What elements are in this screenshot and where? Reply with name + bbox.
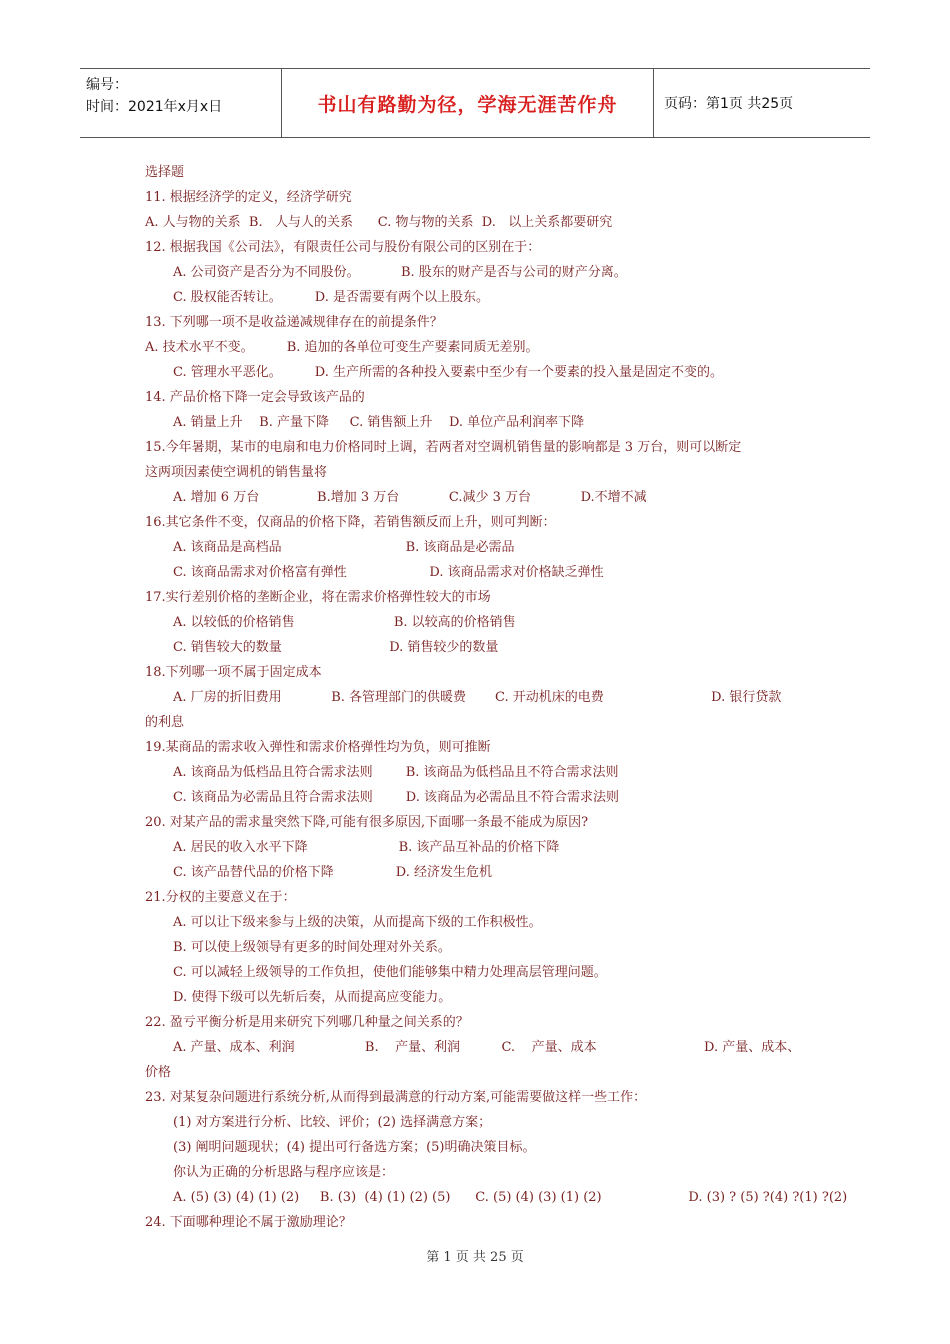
question-20: 20. 对某产品的需求量突然下降,可能有很多原因,下面哪一条最不能成为原因? — [145, 815, 589, 830]
options-22: A. 产量、成本、利润 B. 产量、利润 C. 产量、成本 D. 产量、成本、 — [173, 1040, 801, 1055]
option-21-c: C. 可以减轻上级领导的工作负担，使他们能够集中精力处理高层管理问题。 — [173, 965, 607, 980]
options-20-cd: C. 该产品替代品的价格下降 D. 经济发生危机 — [173, 865, 492, 880]
question-11: 11. 根据经济学的定义，经济学研究 — [145, 190, 352, 205]
options-18-cont: 的利息 — [145, 715, 185, 730]
header-page-info: 页码：第1页 共25页 — [664, 96, 794, 112]
question-12: 12. 根据我国《公司法》，有限责任公司与股份有限公司的区别在于： — [145, 240, 541, 255]
options-13-cd: C. 管理水平恶化。 D. 生产所需的各种投入要素中至少有一个要素的投入量是固定不变的。 — [173, 365, 724, 380]
question-19: 19.某商品的需求收入弹性和需求价格弹性均为负，则可推断 — [145, 740, 491, 755]
page-header — [80, 68, 870, 138]
options-13-ab: A. 技术水平不变。 B. 追加的各单位可变生产要素同质无差别。 — [145, 340, 539, 355]
number-label: 编号： — [86, 77, 128, 93]
question-21: 21.分权的主要意义在于： — [145, 890, 296, 905]
options-14: A. 销量上升 B. 产量下降 C. 销售额上升 D. 单位产品利润率下降 — [173, 415, 585, 430]
options-16-cd: C. 该商品需求对价格富有弹性 D. 该商品需求对价格缺乏弹性 — [173, 565, 604, 580]
question-17: 17.实行差别价格的垄断企业，将在需求价格弹性较大的市场 — [145, 590, 491, 605]
options-18: A. 厂房的折旧费用 B. 各管理部门的供暖费 C. 开动机床的电费 D. 银行贷款 — [173, 690, 782, 705]
question-15-cont: 这两项因素使空调机的销售量将 — [145, 465, 328, 480]
page-footer: 第 1 页 共 25 页 — [426, 1250, 524, 1265]
option-21-d: D. 使得下级可以先斩后奏，从而提高应变能力。 — [173, 990, 452, 1005]
question-24: 24. 下面哪种理论不属于激励理论？ — [145, 1215, 352, 1230]
options-23: A. (5) (3) (4) (1) (2) B. (3) (4) (1) (2) (5) C. (5) (4) (3) (1) (2) D. (3) ? (5) ?(4) ?(1) ?(2) — [173, 1190, 848, 1205]
options-12-ab: A. 公司资产是否分为不同股份。 B. 股东的财产是否与公司的财产分离。 — [173, 265, 627, 280]
question-18: 18.下列哪一项不属于固定成本 — [145, 665, 322, 680]
option-21-b: B. 可以使上级领导有更多的时间处理对外关系。 — [173, 940, 451, 955]
question-23-step-1: (1) 对方案进行分析、比较、评价；(2) 选择满意方案； — [173, 1115, 492, 1130]
options-20-ab: A. 居民的收入水平下降 B. 该产品互补品的价格下降 — [173, 840, 560, 855]
options-16-ab: A. 该商品是高档品 B. 该商品是必需品 — [173, 540, 515, 555]
question-13: 13. 下列哪一项不是收益递减规律存在的前提条件？ — [145, 315, 443, 330]
header-motto: 书山有路勤为径，学海无涯苦作舟 — [282, 69, 654, 137]
options-17-cd: C. 销售较大的数量 D. 销售较少的数量 — [173, 640, 499, 655]
section-title: 选择题 — [145, 165, 185, 180]
question-23-step-2: (3) 阐明问题现状；(4) 提出可行备选方案；(5)明确决策目标。 — [173, 1140, 536, 1155]
date-label: 时间：2021年x月x日 — [86, 99, 223, 115]
options-22-cont: 价格 — [145, 1065, 172, 1080]
option-21-a: A. 可以让下级来参与上级的决策，从而提高下级的工作积极性。 — [173, 915, 542, 930]
question-23-prompt: 你认为正确的分析思路与程序应该是： — [173, 1165, 395, 1180]
question-22: 22. 盈亏平衡分析是用来研究下列哪几种量之间关系的？ — [145, 1015, 469, 1030]
question-16: 16.其它条件不变，仅商品的价格下降，若销售额反而上升，则可判断： — [145, 515, 556, 530]
options-19-ab: A. 该商品为低档品且符合需求法则 B. 该商品为低档品且不符合需求法则 — [173, 765, 619, 780]
options-19-cd: C. 该商品为必需品且符合需求法则 D. 该商品为必需品且不符合需求法则 — [173, 790, 620, 805]
question-15: 15.今年暑期，某市的电扇和电力价格同时上调，若两者对空调机销售量的影响都是 3 万台，则可以断定 — [145, 440, 742, 455]
options-17-ab: A. 以较低的价格销售 B. 以较高的价格销售 — [173, 615, 516, 630]
options-12-cd: C. 股权能否转让。 D. 是否需要有两个以上股东。 — [173, 290, 490, 305]
header-meta — [80, 69, 282, 137]
question-23: 23. 对某复杂问题进行系统分析,从而得到最满意的行动方案,可能需要做这样一些工作： — [145, 1090, 647, 1105]
question-list — [145, 160, 848, 1235]
question-14: 14. 产品价格下降一定会导致该产品的 — [145, 390, 365, 405]
options-15: A. 增加 6 万台 B.增加 3 万台 C.减少 3 万台 D.不增不减 — [173, 490, 647, 505]
options-11: A. 人与物的关系 B. 人与人的关系 C. 物与物的关系 D. 以上关系都要研究 — [145, 215, 613, 230]
